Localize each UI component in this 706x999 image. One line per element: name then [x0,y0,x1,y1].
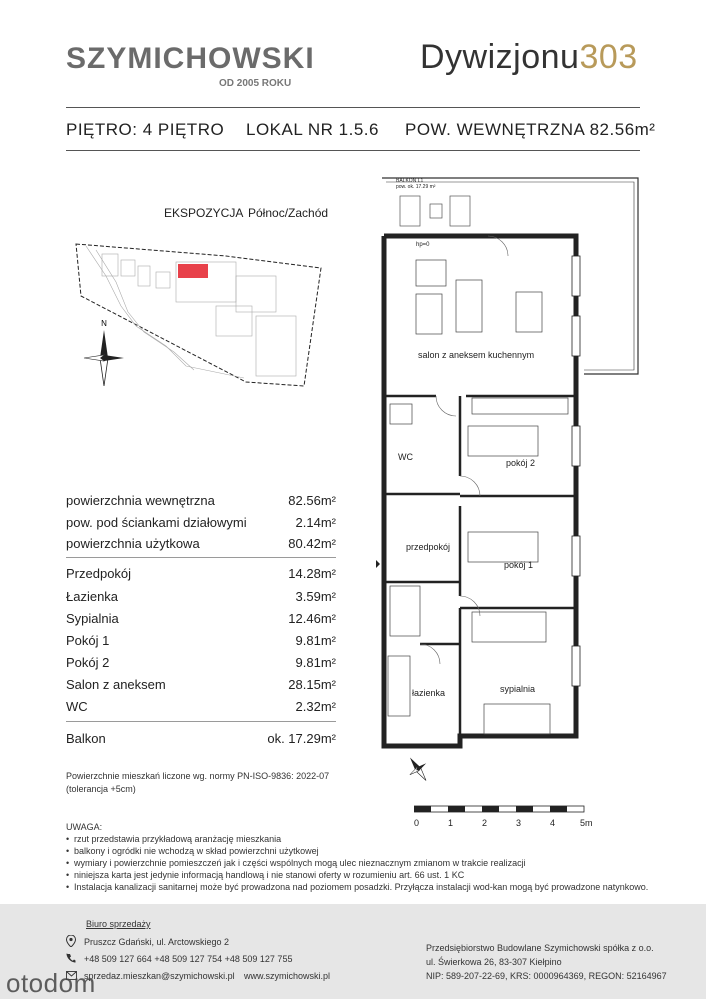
note-item: • Instalacja kanalizacji sanitarnej może być prowadzona nad poziomem posadzki. Przyłącza instalacji wod-kan mogą być prowadzone natynkowo. [74,882,648,892]
brand-logo: SZYMICHOWSKI [66,42,315,75]
room-row: Przedpokój 14.28m² [66,566,336,581]
title-divider [66,150,640,151]
summary-row: pow. pod ściankami działowymi 2.14m² [66,515,336,530]
floor-label: PIĘTRO: 4 PIĘTRO [66,120,225,139]
room-row: Pokój 2 9.81m² [66,655,336,670]
notes-title: UWAGA: [66,822,103,832]
room-row: Łazienka 3.59m² [66,589,336,604]
note-item: • niniejsza karta jest jedynie informacją handlową i nie stanowi oferty w rozumieniu art. 66 ust. 1 KC [74,870,464,880]
scale-tick: 5m [580,818,593,828]
sales-phones[interactable]: +48 509 127 664 +48 509 127 754 +48 509 127 755 [84,954,293,964]
map-north-label: N [101,319,107,328]
sales-office-title: Biuro sprzedaży [86,919,151,929]
scale-tick: 4 [550,818,556,828]
project-logo [420,38,638,77]
compass-rose [84,319,124,386]
room-row: Salon z aneksem 28.15m² [66,677,336,692]
scale-tick: 3 [516,818,522,828]
scale-tick: 1 [448,818,454,828]
note-item: • balkony i ogródki nie wchodzą w skład powierzchni użytkowej [74,846,319,856]
exposure-value: Północ/Zachód [248,206,329,220]
office-address: Pruszcz Gdański, ul. Arctowskiego 2 [84,937,230,947]
unit-highlight [178,264,208,278]
unit-area: POW. WEWNĘTRZNA 82.56m² [405,120,656,139]
scale-tick: 2 [482,818,488,828]
company-ids: NIP: 589-207-22-69, KRS: 0000964369, REGON: 52164967 [426,971,667,981]
website-link[interactable]: www.szymichowski.pl [244,971,331,981]
norm-note: Powierzchnie mieszkań liczone wg. normy PN-ISO-9836: 2022-07 [66,771,330,781]
note-item: • wymiary i powierzchnie pomieszczeń jak i części wspólnych mogą ulec nieznacznym zmianom w trakcie realizacji [74,858,526,868]
floor-plan [376,176,646,756]
plan-compass [398,752,438,786]
room-label-pokoj2: pokój 2 [506,458,536,468]
project-name: Dywizjonu [420,38,580,76]
room-row: WC 2.32m² [66,699,336,714]
company-name: Przedsiębiorstwo Budowlane Szymichowski spółka z o.o. [426,943,654,953]
phone-icon [66,953,76,963]
summary-divider [66,557,336,558]
header-divider [66,107,640,108]
norm-tolerance: (tolerancja +5cm) [66,784,136,794]
site-map [66,236,326,396]
room-row: Sypialnia 12.46m² [66,611,336,626]
balcony-area-label: pow. ok. 17.29 m² [396,184,436,190]
room-label-salon: salon z aneksem kuchennym [418,350,535,360]
brand-tagline: OD 2005 ROKU [219,78,292,89]
unit-number: LOKAL NR 1.5.6 [246,120,379,139]
room-label-przedpokoj: przedpokój [406,542,451,552]
balcony-row: Balkon ok. 17.29m² [66,731,336,746]
sales-email[interactable]: sprzedaz.mieszkan@szymichowski.pl [84,971,235,981]
exposure-label: EKSPOZYCJA [164,206,244,220]
balcony-label: BALKON L1 [396,178,424,184]
project-number: 303 [579,38,638,76]
room-label-wc: WC [398,452,413,462]
company-address: ul. Świerkowa 26, 83-307 Kiełpino [426,957,562,967]
location-pin-icon [66,935,76,947]
rooms-divider [66,721,336,722]
summary-row: powierzchnia użytkowa 80.42m² [66,536,336,551]
threshold-label: hp=0 [416,242,430,248]
room-label-sypialnia: sypialnia [500,684,536,694]
scale-bar [414,804,594,816]
note-item: • rzut przedstawia przykładową aranżację mieszkania [74,834,281,844]
room-label-pokoj1: pokój 1 [504,560,534,570]
summary-row: powierzchnia wewnętrzna 82.56m² [66,493,336,508]
otodom-watermark: otodom [6,968,96,998]
room-row: Pokój 1 9.81m² [66,633,336,648]
scale-tick: 0 [414,818,420,828]
room-label-lazienka: łazienka [412,688,446,698]
